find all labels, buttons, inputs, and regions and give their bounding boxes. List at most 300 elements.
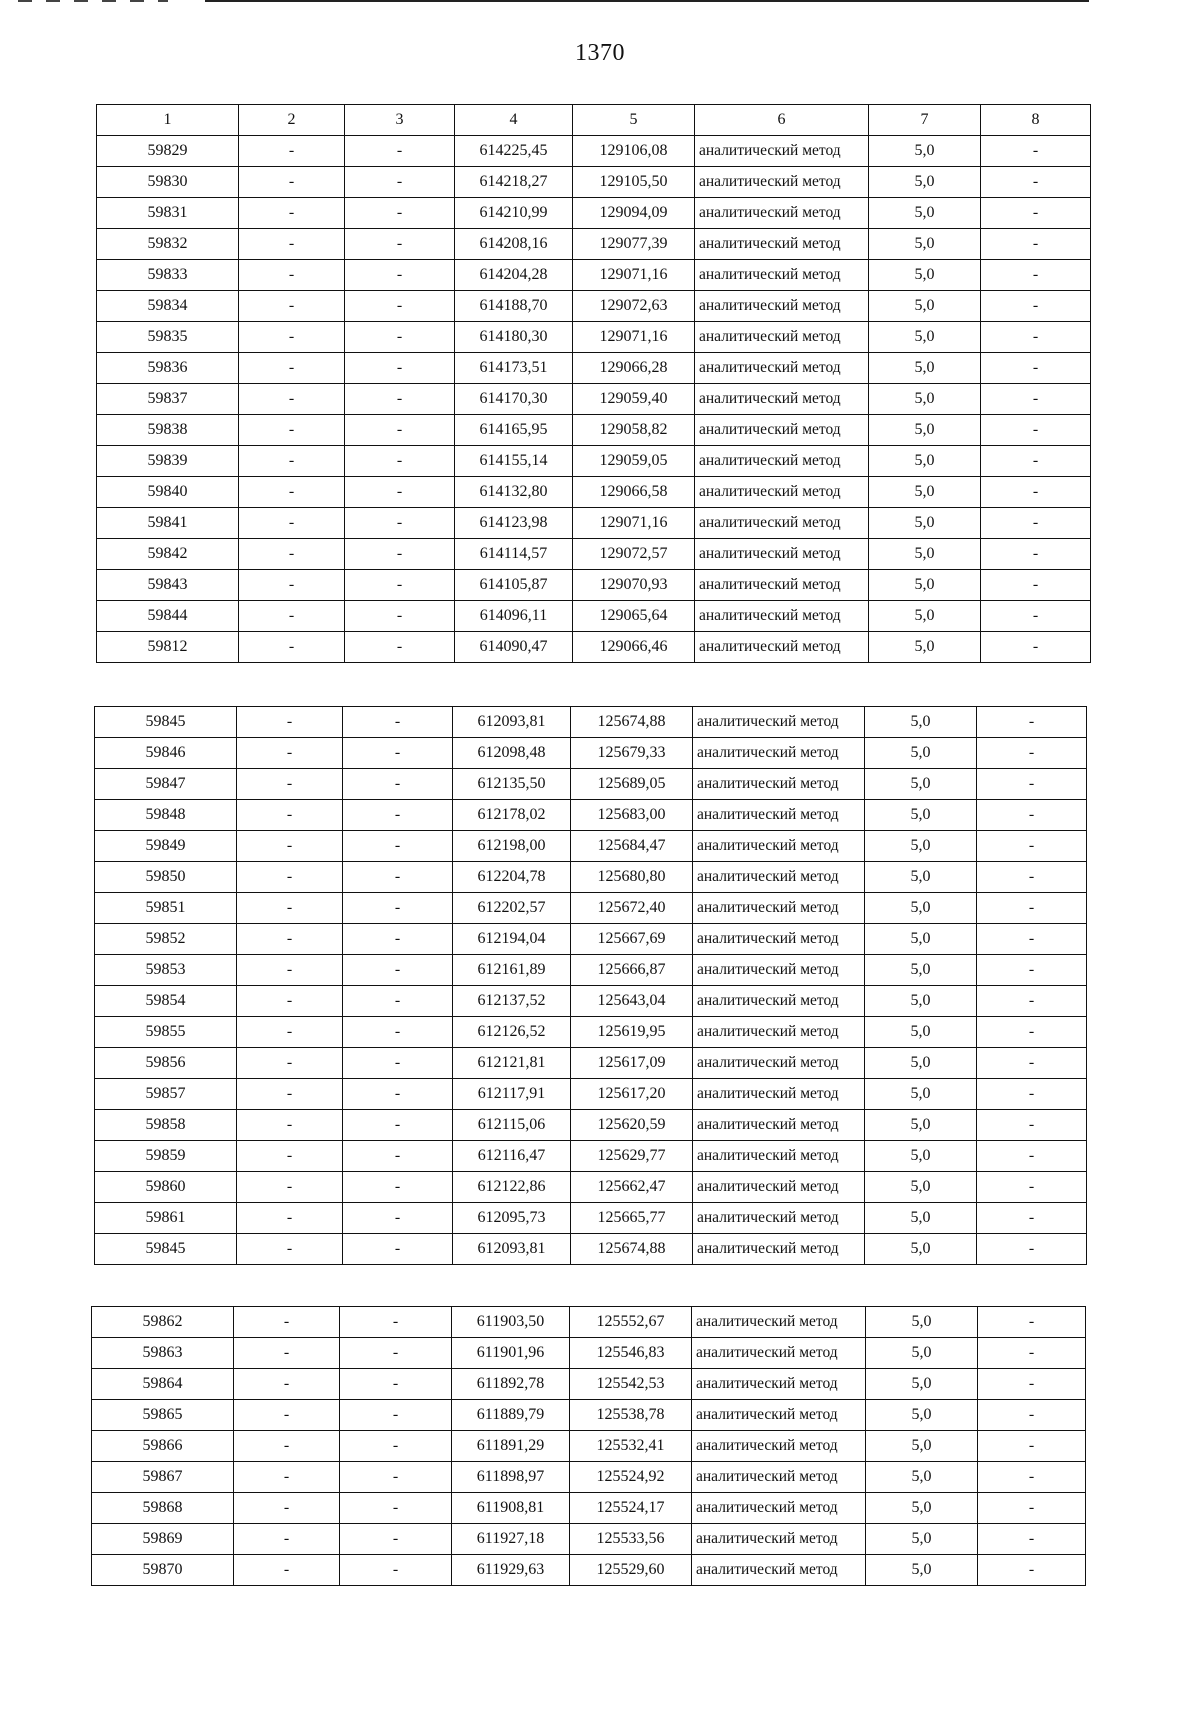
- method-cell: аналитический метод: [693, 707, 865, 738]
- accuracy-cell: 5,0: [869, 260, 981, 291]
- col-3-cell: -: [345, 291, 455, 322]
- y-coordinate: 125629,77: [571, 1141, 693, 1172]
- x-coordinate: 614210,99: [455, 198, 573, 229]
- method-cell: аналитический метод: [692, 1400, 866, 1431]
- accuracy-cell: 5,0: [865, 1203, 977, 1234]
- y-coordinate: 125620,59: [571, 1110, 693, 1141]
- col-3-cell: -: [345, 446, 455, 477]
- accuracy-cell: 5,0: [869, 167, 981, 198]
- x-coordinate: 611889,79: [452, 1400, 570, 1431]
- y-coordinate: 129059,40: [573, 384, 695, 415]
- col-2-cell: -: [237, 831, 343, 862]
- point-number: 59841: [97, 508, 239, 539]
- y-coordinate: 129106,08: [573, 136, 695, 167]
- table-row: [95, 955, 1087, 986]
- y-coordinate: 125524,92: [570, 1462, 692, 1493]
- method-cell: аналитический метод: [693, 738, 865, 769]
- method-cell: аналитический метод: [692, 1307, 866, 1338]
- accuracy-cell: 5,0: [865, 738, 977, 769]
- x-coordinate: 614123,98: [455, 508, 573, 539]
- point-number: 59837: [97, 384, 239, 415]
- y-coordinate: 129072,63: [573, 291, 695, 322]
- point-number: 59848: [95, 800, 237, 831]
- point-number: 59857: [95, 1079, 237, 1110]
- accuracy-cell: 5,0: [869, 353, 981, 384]
- accuracy-cell: 5,0: [865, 800, 977, 831]
- y-coordinate: 125532,41: [570, 1431, 692, 1462]
- col-8-cell: -: [977, 738, 1087, 769]
- column-number-header: 3: [345, 105, 455, 136]
- method-cell: аналитический метод: [695, 446, 869, 477]
- point-number: 59856: [95, 1048, 237, 1079]
- col-2-cell: -: [239, 322, 345, 353]
- table-row: [92, 1369, 1086, 1400]
- col-8-cell: -: [981, 570, 1091, 601]
- col-2-cell: -: [239, 446, 345, 477]
- col-2-cell: -: [234, 1400, 340, 1431]
- point-number: 59870: [92, 1555, 234, 1586]
- method-cell: аналитический метод: [693, 986, 865, 1017]
- col-3-cell: -: [340, 1462, 452, 1493]
- y-coordinate: 125542,53: [570, 1369, 692, 1400]
- table-row: [92, 1431, 1086, 1462]
- table-row: [95, 769, 1087, 800]
- point-number: 59845: [95, 707, 237, 738]
- col-2-cell: -: [234, 1493, 340, 1524]
- method-cell: аналитический метод: [695, 570, 869, 601]
- col-2-cell: -: [237, 1048, 343, 1079]
- col-8-cell: -: [977, 1048, 1087, 1079]
- col-2-cell: -: [234, 1338, 340, 1369]
- point-number: 59839: [97, 446, 239, 477]
- method-cell: аналитический метод: [693, 1172, 865, 1203]
- method-cell: аналитический метод: [693, 769, 865, 800]
- x-coordinate: 612137,52: [453, 986, 571, 1017]
- table-row: [92, 1493, 1086, 1524]
- col-8-cell: -: [981, 167, 1091, 198]
- col-8-cell: -: [977, 800, 1087, 831]
- x-coordinate: 611929,63: [452, 1555, 570, 1586]
- accuracy-cell: 5,0: [865, 1172, 977, 1203]
- col-8-cell: -: [981, 415, 1091, 446]
- table-row: [97, 477, 1091, 508]
- x-coordinate: 614105,87: [455, 570, 573, 601]
- y-coordinate: 125667,69: [571, 924, 693, 955]
- accuracy-cell: 5,0: [866, 1307, 978, 1338]
- y-coordinate: 125619,95: [571, 1017, 693, 1048]
- y-coordinate: 129071,16: [573, 322, 695, 353]
- col-2-cell: -: [237, 986, 343, 1017]
- col-2-cell: -: [237, 707, 343, 738]
- col-8-cell: -: [981, 632, 1091, 663]
- accuracy-cell: 5,0: [866, 1462, 978, 1493]
- col-3-cell: -: [343, 862, 453, 893]
- method-cell: аналитический метод: [693, 1079, 865, 1110]
- col-3-cell: -: [343, 1017, 453, 1048]
- col-8-cell: -: [977, 924, 1087, 955]
- point-number: 59836: [97, 353, 239, 384]
- accuracy-cell: 5,0: [866, 1524, 978, 1555]
- col-3-cell: -: [343, 986, 453, 1017]
- point-number: 59831: [97, 198, 239, 229]
- col-3-cell: -: [340, 1369, 452, 1400]
- table-row: [97, 384, 1091, 415]
- column-number-header: 1: [97, 105, 239, 136]
- table-row: [92, 1400, 1086, 1431]
- point-number: 59864: [92, 1369, 234, 1400]
- point-number: 59863: [92, 1338, 234, 1369]
- accuracy-cell: 5,0: [866, 1555, 978, 1586]
- point-number: 59869: [92, 1524, 234, 1555]
- col-3-cell: -: [343, 831, 453, 862]
- accuracy-cell: 5,0: [865, 862, 977, 893]
- col-2-cell: -: [237, 1079, 343, 1110]
- y-coordinate: 129059,05: [573, 446, 695, 477]
- col-3-cell: -: [340, 1400, 452, 1431]
- x-coordinate: 612194,04: [453, 924, 571, 955]
- col-8-cell: -: [981, 322, 1091, 353]
- method-cell: аналитический метод: [693, 831, 865, 862]
- col-3-cell: -: [343, 1110, 453, 1141]
- y-coordinate: 125533,56: [570, 1524, 692, 1555]
- table-row: [95, 862, 1087, 893]
- col-3-cell: -: [340, 1493, 452, 1524]
- col-8-cell: -: [977, 1141, 1087, 1172]
- col-3-cell: -: [345, 539, 455, 570]
- accuracy-cell: 5,0: [869, 322, 981, 353]
- accuracy-cell: 5,0: [869, 415, 981, 446]
- method-cell: аналитический метод: [695, 136, 869, 167]
- method-cell: аналитический метод: [695, 229, 869, 260]
- y-coordinate: 125666,87: [571, 955, 693, 986]
- y-coordinate: 129065,64: [573, 601, 695, 632]
- point-number: 59847: [95, 769, 237, 800]
- accuracy-cell: 5,0: [869, 446, 981, 477]
- point-number: 59859: [95, 1141, 237, 1172]
- col-2-cell: -: [237, 1017, 343, 1048]
- method-cell: аналитический метод: [695, 601, 869, 632]
- col-2-cell: -: [237, 924, 343, 955]
- method-cell: аналитический метод: [695, 539, 869, 570]
- col-2-cell: -: [237, 800, 343, 831]
- col-2-cell: -: [239, 539, 345, 570]
- coordinates-table-3: [91, 1306, 1086, 1586]
- table-row: [97, 167, 1091, 198]
- col-3-cell: -: [345, 415, 455, 446]
- col-8-cell: -: [981, 260, 1091, 291]
- col-2-cell: -: [234, 1431, 340, 1462]
- point-number: 59868: [92, 1493, 234, 1524]
- y-coordinate: 125617,09: [571, 1048, 693, 1079]
- table-row: [95, 1172, 1087, 1203]
- col-3-cell: -: [345, 477, 455, 508]
- accuracy-cell: 5,0: [869, 632, 981, 663]
- method-cell: аналитический метод: [693, 1203, 865, 1234]
- accuracy-cell: 5,0: [865, 831, 977, 862]
- x-coordinate: 612121,81: [453, 1048, 571, 1079]
- col-2-cell: -: [237, 862, 343, 893]
- col-8-cell: -: [981, 477, 1091, 508]
- x-coordinate: 614170,30: [455, 384, 573, 415]
- col-2-cell: -: [239, 291, 345, 322]
- col-2-cell: -: [239, 198, 345, 229]
- col-2-cell: -: [234, 1462, 340, 1493]
- col-3-cell: -: [343, 1234, 453, 1265]
- x-coordinate: 612117,91: [453, 1079, 571, 1110]
- point-number: 59843: [97, 570, 239, 601]
- col-2-cell: -: [237, 1203, 343, 1234]
- method-cell: аналитический метод: [695, 198, 869, 229]
- coordinates-table-2: [94, 706, 1087, 1265]
- col-8-cell: -: [978, 1369, 1086, 1400]
- coordinates-table-1: [96, 104, 1091, 663]
- table-row: [97, 136, 1091, 167]
- col-3-cell: -: [340, 1524, 452, 1555]
- col-8-cell: -: [978, 1524, 1086, 1555]
- col-8-cell: -: [977, 1017, 1087, 1048]
- col-8-cell: -: [981, 508, 1091, 539]
- col-3-cell: -: [345, 167, 455, 198]
- method-cell: аналитический метод: [692, 1555, 866, 1586]
- table-row: [97, 353, 1091, 384]
- x-coordinate: 614096,11: [455, 601, 573, 632]
- y-coordinate: 129071,16: [573, 260, 695, 291]
- point-number: 59838: [97, 415, 239, 446]
- x-coordinate: 612093,81: [453, 1234, 571, 1265]
- table-row: [95, 986, 1087, 1017]
- point-number: 59846: [95, 738, 237, 769]
- y-coordinate: 125552,67: [570, 1307, 692, 1338]
- col-2-cell: -: [237, 738, 343, 769]
- point-number: 59834: [97, 291, 239, 322]
- table-row: [97, 632, 1091, 663]
- table-row: [97, 229, 1091, 260]
- col-8-cell: -: [978, 1400, 1086, 1431]
- table-row: [92, 1462, 1086, 1493]
- table-row: [97, 198, 1091, 229]
- method-cell: аналитический метод: [692, 1493, 866, 1524]
- col-2-cell: -: [239, 384, 345, 415]
- col-3-cell: -: [343, 769, 453, 800]
- col-8-cell: -: [978, 1431, 1086, 1462]
- accuracy-cell: 5,0: [869, 291, 981, 322]
- col-8-cell: -: [981, 446, 1091, 477]
- col-8-cell: -: [981, 601, 1091, 632]
- point-number: 59855: [95, 1017, 237, 1048]
- x-coordinate: 614218,27: [455, 167, 573, 198]
- col-3-cell: -: [343, 738, 453, 769]
- accuracy-cell: 5,0: [869, 198, 981, 229]
- y-coordinate: 125680,80: [571, 862, 693, 893]
- col-3-cell: -: [345, 353, 455, 384]
- column-number-header: 5: [573, 105, 695, 136]
- col-2-cell: -: [237, 955, 343, 986]
- x-coordinate: 611908,81: [452, 1493, 570, 1524]
- x-coordinate: 614225,45: [455, 136, 573, 167]
- table-row: [97, 260, 1091, 291]
- col-3-cell: -: [343, 893, 453, 924]
- col-2-cell: -: [239, 136, 345, 167]
- x-coordinate: 612135,50: [453, 769, 571, 800]
- scan-edge-marks: [18, 0, 168, 2]
- table-row: [92, 1524, 1086, 1555]
- method-cell: аналитический метод: [695, 415, 869, 446]
- col-8-cell: -: [978, 1462, 1086, 1493]
- point-number: 59844: [97, 601, 239, 632]
- point-number: 59842: [97, 539, 239, 570]
- col-3-cell: -: [340, 1555, 452, 1586]
- col-8-cell: -: [978, 1338, 1086, 1369]
- x-coordinate: 612115,06: [453, 1110, 571, 1141]
- accuracy-cell: 5,0: [869, 508, 981, 539]
- col-2-cell: -: [237, 1110, 343, 1141]
- x-coordinate: 612198,00: [453, 831, 571, 862]
- point-number: 59849: [95, 831, 237, 862]
- accuracy-cell: 5,0: [866, 1400, 978, 1431]
- table-row: [95, 738, 1087, 769]
- x-coordinate: 614188,70: [455, 291, 573, 322]
- x-coordinate: 614204,28: [455, 260, 573, 291]
- y-coordinate: 129070,93: [573, 570, 695, 601]
- y-coordinate: 129072,57: [573, 539, 695, 570]
- x-coordinate: 614180,30: [455, 322, 573, 353]
- col-3-cell: -: [343, 1079, 453, 1110]
- col-2-cell: -: [239, 229, 345, 260]
- x-coordinate: 611892,78: [452, 1369, 570, 1400]
- point-number: 59835: [97, 322, 239, 353]
- col-3-cell: -: [345, 136, 455, 167]
- col-8-cell: -: [977, 986, 1087, 1017]
- point-number: 59830: [97, 167, 239, 198]
- x-coordinate: 611898,97: [452, 1462, 570, 1493]
- x-coordinate: 612202,57: [453, 893, 571, 924]
- col-8-cell: -: [978, 1493, 1086, 1524]
- col-8-cell: -: [977, 831, 1087, 862]
- col-3-cell: -: [345, 570, 455, 601]
- accuracy-cell: 5,0: [865, 924, 977, 955]
- x-coordinate: 612204,78: [453, 862, 571, 893]
- x-coordinate: 612095,73: [453, 1203, 571, 1234]
- point-number: 59852: [95, 924, 237, 955]
- col-3-cell: -: [345, 632, 455, 663]
- x-coordinate: 612093,81: [453, 707, 571, 738]
- y-coordinate: 125672,40: [571, 893, 693, 924]
- method-cell: аналитический метод: [693, 955, 865, 986]
- col-2-cell: -: [239, 570, 345, 601]
- col-2-cell: -: [239, 632, 345, 663]
- y-coordinate: 125674,88: [571, 1234, 693, 1265]
- table-row: [95, 1234, 1087, 1265]
- method-cell: аналитический метод: [693, 1234, 865, 1265]
- method-cell: аналитический метод: [693, 800, 865, 831]
- accuracy-cell: 5,0: [865, 769, 977, 800]
- accuracy-cell: 5,0: [865, 955, 977, 986]
- method-cell: аналитический метод: [692, 1338, 866, 1369]
- y-coordinate: 125524,17: [570, 1493, 692, 1524]
- col-2-cell: -: [239, 508, 345, 539]
- y-coordinate: 129066,58: [573, 477, 695, 508]
- point-number: 59833: [97, 260, 239, 291]
- col-8-cell: -: [978, 1307, 1086, 1338]
- page-number: 1370: [575, 40, 625, 66]
- col-3-cell: -: [345, 601, 455, 632]
- table-row: [92, 1338, 1086, 1369]
- point-number: 59865: [92, 1400, 234, 1431]
- y-coordinate: 125643,04: [571, 986, 693, 1017]
- accuracy-cell: 5,0: [869, 136, 981, 167]
- accuracy-cell: 5,0: [865, 1048, 977, 1079]
- x-coordinate: 614090,47: [455, 632, 573, 663]
- col-2-cell: -: [237, 893, 343, 924]
- accuracy-cell: 5,0: [865, 986, 977, 1017]
- col-3-cell: -: [343, 924, 453, 955]
- table-row: [97, 508, 1091, 539]
- method-cell: аналитический метод: [693, 1141, 865, 1172]
- column-number-header: 2: [239, 105, 345, 136]
- accuracy-cell: 5,0: [869, 570, 981, 601]
- method-cell: аналитический метод: [692, 1462, 866, 1493]
- col-3-cell: -: [340, 1431, 452, 1462]
- x-coordinate: 612116,47: [453, 1141, 571, 1172]
- column-number-header: 7: [869, 105, 981, 136]
- col-2-cell: -: [239, 167, 345, 198]
- col-8-cell: -: [977, 1234, 1087, 1265]
- x-coordinate: 611901,96: [452, 1338, 570, 1369]
- accuracy-cell: 5,0: [866, 1431, 978, 1462]
- table-row: [97, 570, 1091, 601]
- col-3-cell: -: [345, 229, 455, 260]
- point-number: 59853: [95, 955, 237, 986]
- col-2-cell: -: [237, 769, 343, 800]
- x-coordinate: 614208,16: [455, 229, 573, 260]
- accuracy-cell: 5,0: [865, 1234, 977, 1265]
- method-cell: аналитический метод: [695, 322, 869, 353]
- point-number: 59840: [97, 477, 239, 508]
- col-8-cell: -: [977, 1172, 1087, 1203]
- point-number: 59850: [95, 862, 237, 893]
- table-row: [95, 800, 1087, 831]
- x-coordinate: 611891,29: [452, 1431, 570, 1462]
- table-row: [92, 1307, 1086, 1338]
- method-cell: аналитический метод: [695, 384, 869, 415]
- table-row: [95, 924, 1087, 955]
- scan-top-rule: [205, 0, 1089, 2]
- col-8-cell: -: [978, 1555, 1086, 1586]
- col-8-cell: -: [981, 136, 1091, 167]
- method-cell: аналитический метод: [692, 1431, 866, 1462]
- table-row: [97, 446, 1091, 477]
- method-cell: аналитический метод: [693, 1110, 865, 1141]
- y-coordinate: 125689,05: [571, 769, 693, 800]
- point-number: 59861: [95, 1203, 237, 1234]
- y-coordinate: 129071,16: [573, 508, 695, 539]
- col-2-cell: -: [237, 1141, 343, 1172]
- col-2-cell: -: [237, 1234, 343, 1265]
- x-coordinate: 612098,48: [453, 738, 571, 769]
- point-number: 59867: [92, 1462, 234, 1493]
- x-coordinate: 612122,86: [453, 1172, 571, 1203]
- table-row: [95, 1203, 1087, 1234]
- col-8-cell: -: [977, 1079, 1087, 1110]
- x-coordinate: 612178,02: [453, 800, 571, 831]
- method-cell: аналитический метод: [695, 291, 869, 322]
- point-number: 59812: [97, 632, 239, 663]
- table-row: [97, 415, 1091, 446]
- accuracy-cell: 5,0: [866, 1493, 978, 1524]
- accuracy-cell: 5,0: [866, 1338, 978, 1369]
- x-coordinate: 612126,52: [453, 1017, 571, 1048]
- column-number-header: 8: [981, 105, 1091, 136]
